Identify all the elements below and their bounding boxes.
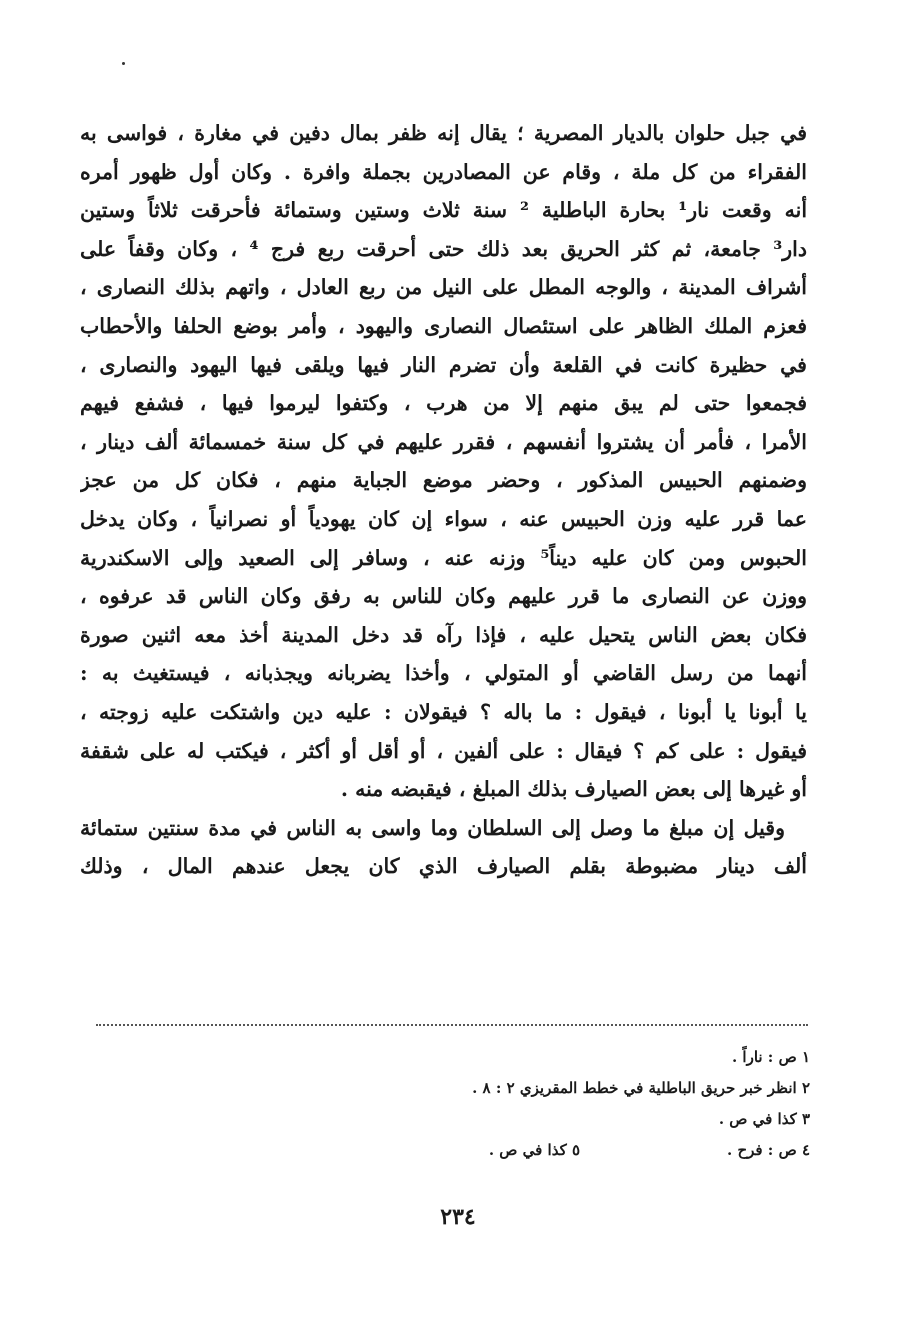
main-text — [80, 114, 807, 886]
text-line: ألف دينار مضبوطة بقلم الصيارف الذي كان يجعل عندهم المال ، وذلك — [80, 854, 807, 879]
text-line: ووزن عن النصارى ما قرر عليهم وكان للناس به رفق وكان الناس قد عرفوه ، — [80, 584, 807, 609]
text-line: الحبوس ومن كان عليه ديناً⁵ وزنه عنه ، وسافر إلى الصعيد وإلى الاسكندرية — [80, 545, 807, 570]
footnote-2: ٢ انظر خبر حريق الباطلية في خطط المقريزي ٢ : ٨ . — [472, 1079, 810, 1097]
footnote-1: ١ ص : ناراً . — [731, 1048, 810, 1066]
page-number: ٢٣٤ — [440, 1204, 476, 1230]
text-line: أنه وقعت نار¹ بحارة الباطلية ² سنة ثلاث وستين وستمائة فأحرقت ثلاثاً وستين — [80, 198, 807, 223]
text-line: في جبل حلوان بالديار المصرية ؛ يقال إنه ظفر بمال دفين في مغارة ، فواسى به — [80, 121, 807, 145]
footnote-4: ٤ ص : فرح . — [727, 1141, 810, 1159]
text-line: يا أبونا يا أبونا ، فيقول : ما باله ؟ فيقولان : عليه دين واشتكت عليه زوجته ، — [80, 699, 807, 724]
speck-mark — [122, 62, 125, 65]
text-line: وضمنهم الحبيس المذكور ، وحضر موضع الجباية منهم ، فكان كل من عجز — [80, 468, 807, 493]
footnotes — [120, 1042, 810, 1166]
text-line: أشراف المدينة ، والوجه المطل على النيل من ربع العادل ، واتهم بذلك النصارى ، — [80, 275, 807, 300]
text-line: في حظيرة كانت في القلعة وأن تضرم النار فيها ويلقى فيها اليهود والنصارى ، — [80, 352, 807, 377]
text-line: عما قرر عليه وزن الحبيس عنه ، سواء إن كان يهودياً أو نصرانياً ، وكان يدخل — [80, 506, 807, 531]
text-line: أنهما من رسل القاضي أو المتولي ، وأخذا يضربانه ويجذبانه ، فيستغيث به : — [80, 661, 807, 686]
text-line: أو غيرها إلى بعض الصيارف بذلك المبلغ ، فيقبضه منه . — [340, 777, 807, 802]
footnote-5: ٥ كذا في ص . — [488, 1141, 580, 1159]
text-line: فجمعوا حتى لم يبق منهم إلا من هرب ، وكتفوا ليرموا فيها ، فشفع فيهم — [80, 391, 807, 416]
text-line: وقيل إن مبلغ ما وصل إلى السلطان وما واسى به الناس في مدة سنتين ستمائة — [80, 815, 785, 840]
footnote-3: ٣ كذا في ص . — [718, 1110, 810, 1128]
text-line: الفقراء من كل ملة ، وقام عن المصادرين بجملة وافرة . وكان أول ظهور أمره — [80, 159, 807, 184]
text-line: فكان بعض الناس يتحيل عليه ، فإذا رآه قد دخل المدينة أخذ معه اثنين صورة — [80, 622, 807, 647]
text-line: فعزم الملك الظاهر على استئصال النصارى واليهود ، وأمر بوضع الحلفا والأحطاب — [80, 313, 807, 338]
footnote-separator — [96, 1024, 808, 1026]
footnote-row — [120, 1135, 810, 1166]
text-line: الأمرا ، فأمر أن يشتروا أنفسهم ، فقرر عليهم في كل سنة خمسمائة ألف دينار ، — [80, 429, 807, 454]
text-line: دار³ جامعة، ثم كثر الحريق بعد ذلك حتى أحرقت ربع فرج ⁴ ، وكان وقفاً على — [80, 236, 807, 261]
text-line: فيقول : على كم ؟ فيقال : على ألفين ، أو أقل أو أكثر ، فيكتب له على شقفة — [80, 738, 807, 763]
